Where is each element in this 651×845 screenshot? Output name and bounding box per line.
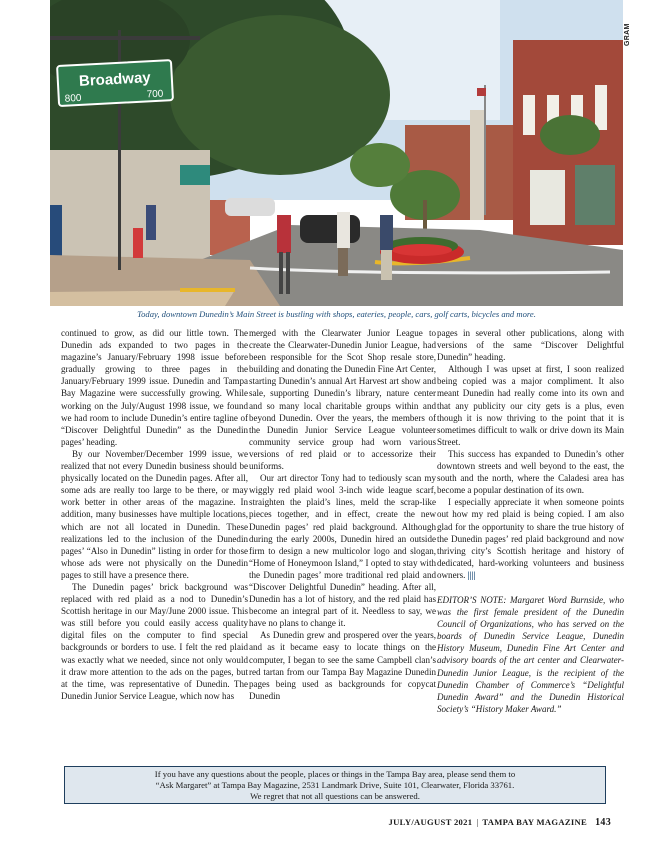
window (595, 85, 607, 130)
paragraph: pages in several other publications, along with versions of the same “Discover Delightful Dunedin” heading. (437, 328, 624, 363)
page-footer (389, 817, 612, 828)
footer-separator: | (476, 817, 479, 827)
pedestrian-legs (338, 248, 348, 276)
end-mark: |||| (467, 569, 476, 580)
paragraph: As Dunedin grew and prospered over the years, and as it became easy to locate things on the computer, I began to see the same Campbell clan’s red tartan from our Tampa Bay Magazine Dunedin pages being used as backgrounds for copycat Dunedin (249, 630, 436, 701)
street-sign-name: Broadway (78, 69, 152, 90)
photo-caption: Today, downtown Dunedin’s Main Street is bustling with shops, eateries, people, cars, golf carts, bicycles and more. (137, 309, 536, 319)
car (225, 198, 275, 216)
sidewalk-front (50, 290, 235, 306)
info-line-2: “Ask Margaret” at Tampa Bay Magazine, 2531 Landmark Drive, Suite 101, Clearwater, Florida 33761. (155, 779, 515, 790)
pedestrian (146, 205, 156, 240)
storefront (575, 165, 615, 225)
pedestrian (380, 215, 393, 250)
pedestrian-legs (279, 252, 283, 294)
article-column-1 (61, 327, 248, 702)
yellow-curb (180, 288, 235, 292)
pedestrian (277, 215, 291, 253)
sign-arm (50, 36, 200, 40)
article-column-2 (249, 327, 436, 702)
paragraph: merged with the Clearwater Junior League to create the Clearwater-Dunedin Junior League, had been responsible for the Scot Shop resale store, building and donating the Dunedin Fine Art Center, starting Dunedin’s annual Art Harvest art show and sale, supporting Dunedin’s library, nature center and so many local charitable groups within and beyond Dunedin. Over the years, the members of the Dunedin Junior Service League volunteer community service group had worn various versions of red plaid or to accessorize their uniforms. (249, 328, 436, 472)
editor-note: EDITOR’S NOTE: Margaret Word Burnside, who was the first female president of the Dunedin Council of Organizations, who has served on the boards of Dunedin Service League, Dunedin History Museum, Dunedin Fine Art Center and advisory boards of the art center and Clearwater-Dunedin Junior League, is the recipient of the Dunedin Chamber of Commerce’s “Delightful Dunedin Award” and the Dunedin Historical Society’s “History Maker Award.” (437, 594, 624, 714)
street-sign (57, 60, 173, 106)
storefront (530, 170, 565, 225)
paragraph: By our November/December 1999 issue, we realized that not every Dunedin business should be physically located on the Dunedin pages. After all, some ads are really too large to be there, or may work better in other areas of the magazine. In addition, many businesses have multiple locations, which are not all located in Dunedin. These realizations led to the inclusion of the Dunedin pages’ “Also in Dunedin” listing in order for those whose ads were not physically on the Dunedin pages to still have a presence there. (61, 448, 248, 580)
paragraph: The Dunedin pages’ brick background was replaced with red plaid as a nod to Dunedin’s Scottish heritage in our May/June 2000 issue. This was still before you could easily access quality digital files on the computer to find special backgrounds or borders to use. I felt the red plaid was exactly what we needed, since not only would it draw more attention to the ads on the pages, but at the time, was representative of Dunedin. The Dunedin Junior Service League, which now has (61, 581, 248, 701)
page-number: 143 (595, 817, 611, 828)
footer-issue: JULY/AUGUST 2021 (388, 817, 473, 827)
footer-magazine: TAMPA BAY MAGAZINE (482, 817, 588, 827)
palm-tree (540, 115, 600, 155)
paragraph: Our art director Tony had to tediously scan my wiggly red plaid wool 3-inch wide league scarf, straighten the plaid’s lines, meld the scrap-like pieces together, and in effect, create the new Dunedin pages’ red plaid background. Although during the early 2000s, Dunedin hired an outside firm to design a new multicolor logo and slogan, “Home of Honeymoon Island,” I opted to stay with the Dunedin pages’ more traditional red plaid and “Discover Delightful Dunedin” heading. After all, Dunedin has a lot of history, and the red plaid has become an integral part of it. Needless to say, we have no plans to change it. (249, 473, 436, 629)
pedestrian-legs (381, 250, 392, 280)
pedestrian (133, 228, 143, 258)
paragraph-last (437, 496, 624, 581)
flagpole (484, 85, 486, 215)
main-street-photo-illustration (50, 0, 623, 306)
car (300, 215, 360, 243)
street-sign-right-number: 700 (146, 88, 164, 101)
info-line-3: We regret that not all questions can be answered. (250, 790, 420, 801)
pedestrian (337, 212, 350, 248)
main-street-photo (50, 0, 623, 306)
paragraph: continued to grow, as did our little town. The Dunedin ads expanded to two pages in the magazine’s January/February 1998 issue before gradually growing to three pages in the January/February 1999 issue. Dunedin and Tampa Bay Magazine were successfully growing. While working on the July/August 1998 issue, we found we had room to include Dunedin’s entire tagline of “Discover Delightful Dunedin” as the Dunedin pages’ heading. (61, 328, 248, 447)
palm-tree (350, 143, 410, 187)
paragraph: Although I was upset at first, I soon realized being copied was a major compliment. It also meant Dunedin had really come into its own and that any publicity our city gets is a plus, even though it is now thriving to the point that it is sometimes difficult to walk or drive down its Main Street. (437, 364, 624, 447)
paragraph: This success has expanded to Dunedin’s other downtown streets and well beyond to the east, the south and the north, where the Caladesi area has become a popular destination of its own. (437, 448, 624, 496)
shop-sign (50, 205, 62, 260)
flag-icon (477, 88, 486, 96)
tower (470, 110, 484, 220)
awning (180, 165, 210, 185)
article-column-3 (437, 327, 624, 715)
info-line-1: If you have any questions about the people, places or things in the Tampa Bay area, please send them to (154, 769, 516, 779)
photo-credit: GRAM (624, 23, 631, 46)
ask-margaret-box (64, 766, 606, 804)
pedestrian-legs (286, 252, 290, 294)
flowers (392, 244, 452, 256)
street-sign-left-number: 800 (64, 92, 82, 105)
window (523, 95, 535, 135)
paragraph: I especially appreciate it when someone points out how my red plaid is being copied. I am also glad for the opportunity to share the true history of the Dunedin pages’ red plaid background and now thriving city’s Scottish heritage and history of dedicated, hard-working volunteers and business owners. (437, 497, 624, 580)
